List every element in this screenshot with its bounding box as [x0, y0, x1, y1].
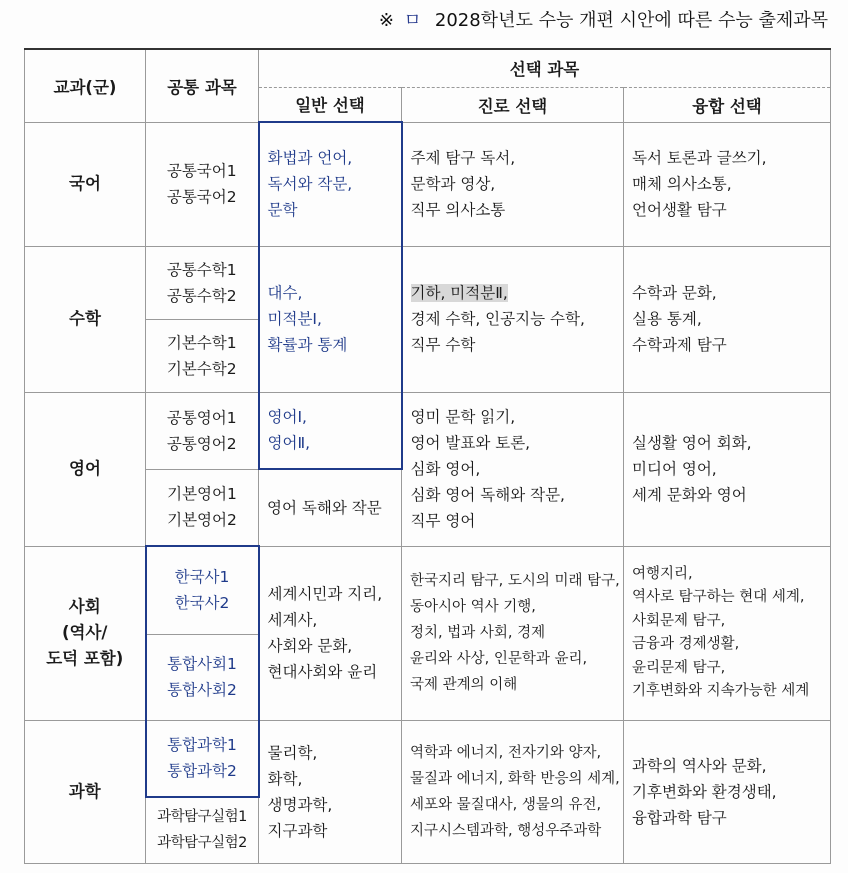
subject-math: 수학 [25, 246, 146, 392]
common-math-a: 공통수학1 공통수학2 [146, 246, 259, 319]
header-elective: 선택 과목 [259, 49, 831, 87]
header-common: 공통 과목 [146, 49, 259, 122]
bullet-square-icon: ㅁ [403, 10, 422, 31]
subject-table [24, 48, 831, 864]
subject-science: 과학 [25, 720, 146, 863]
career-math: 기하, 미적분Ⅱ, 경제 수학, 인공지능 수학, 직무 수학 [402, 246, 624, 392]
table-row-science-a [25, 720, 831, 797]
career-english: 영미 문학 읽기, 영어 발표와 토론, 심화 영어, 심화 영어 독해와 작문, 직무 영어 [402, 392, 624, 546]
career-science: 역학과 에너지, 전자기와 양자, 물질과 에너지, 화학 반응의 세계, 세포와 물질대사, 생물의 유전, 지구시스템과학, 행성우주과학 [402, 720, 624, 863]
common-english-a: 공통영어1 공통영어2 [146, 392, 259, 469]
general-english-b: 영어 독해와 작문 [259, 469, 402, 546]
convergence-korean: 독서 토론과 글쓰기, 매체 의사소통, 언어생활 탐구 [624, 122, 831, 246]
table-row-korean [25, 122, 831, 246]
career-social: 한국지리 탐구, 도시의 미래 탐구, 동아시아 역사 기행, 정치, 법과 사회, 경제 윤리와 사상, 인문학과 윤리, 국제 관계의 이해 [402, 546, 624, 720]
table-row-social-a [25, 546, 831, 634]
career-korean: 주제 탐구 독서, 문학과 영상, 직무 의사소통 [402, 122, 624, 246]
header-note-text: 2028학년도 수능 개편 시안에 따른 수능 출제과목 [434, 10, 828, 31]
general-math: 대수, 미적분Ⅰ, 확률과 통계 [259, 246, 402, 392]
common-social-b: 통합사회1 통합사회2 [146, 634, 259, 720]
table-row-english-a [25, 392, 831, 469]
common-english-b: 기본영어1 기본영어2 [146, 469, 259, 546]
common-math-b: 기본수학1 기본수학2 [146, 319, 259, 392]
convergence-social: 여행지리, 역사로 탐구하는 현대 세계, 사회문제 탐구, 금융과 경제생활, 윤리문제 탐구, 기후변화와 지속가능한 세계 [624, 546, 831, 720]
subject-english: 영어 [25, 392, 146, 546]
general-science: 물리학, 화학, 생명과학, 지구과학 [259, 720, 402, 863]
convergence-math: 수학과 문화, 실용 통계, 수학과제 탐구 [624, 246, 831, 392]
general-social: 세계시민과 지리, 세계사, 사회와 문화, 현대사회와 윤리 [259, 546, 402, 720]
header-note [379, 6, 828, 32]
convergence-english: 실생활 영어 회화, 미디어 영어, 세계 문화와 영어 [624, 392, 831, 546]
reference-mark: ※ [378, 10, 399, 31]
common-social-a: 한국사1 한국사2 [146, 546, 259, 634]
common-science-b: 과학탐구실험1 과학탐구실험2 [146, 797, 259, 863]
header-subject-group: 교과(군) [25, 49, 146, 122]
table-row-math-a [25, 246, 831, 319]
common-science-a: 통합과학1 통합과학2 [146, 720, 259, 797]
subject-korean: 국어 [25, 122, 146, 246]
header-convergence: 융합 선택 [624, 87, 831, 122]
subject-social: 사회 (역사/ 도덕 포함) [25, 546, 146, 720]
general-korean: 화법과 언어, 독서와 작문, 문학 [259, 122, 402, 246]
header-general: 일반 선택 [259, 87, 402, 122]
header-career: 진로 선택 [402, 87, 624, 122]
convergence-science: 과학의 역사와 문화, 기후변화와 환경생태, 융합과학 탐구 [624, 720, 831, 863]
general-english-a: 영어Ⅰ, 영어Ⅱ, [259, 392, 402, 469]
common-korean: 공통국어1 공통국어2 [146, 122, 259, 246]
